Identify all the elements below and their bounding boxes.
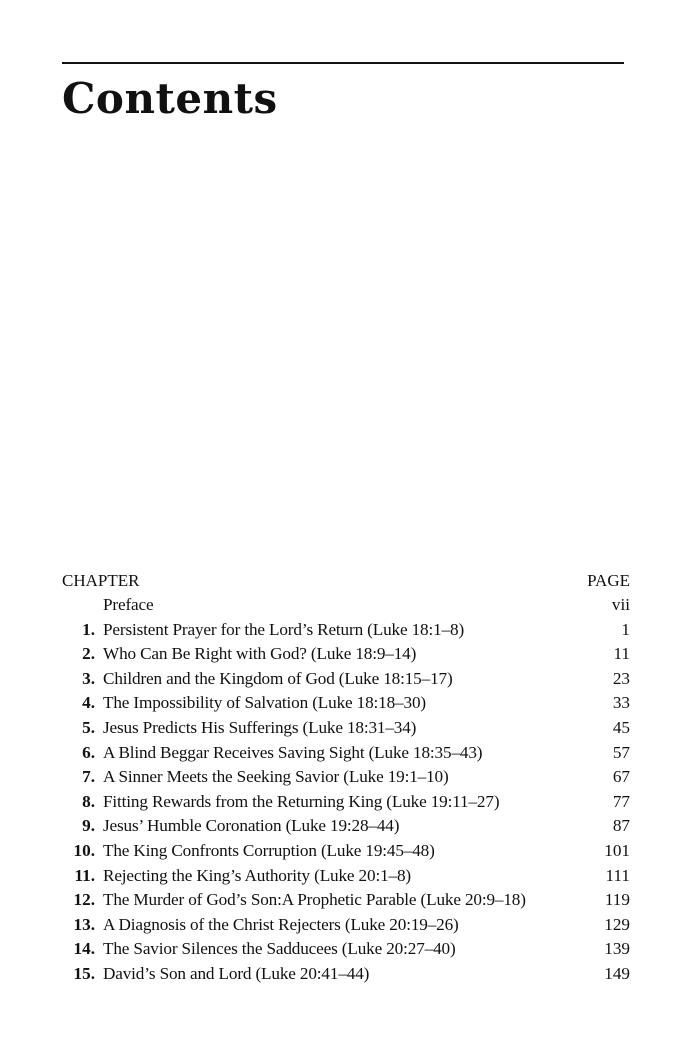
chapter-title: Preface xyxy=(103,595,154,614)
page-number: 45 xyxy=(612,717,630,737)
toc-entry xyxy=(62,814,630,839)
chapter-number: 11. xyxy=(74,865,95,885)
page-number: 77 xyxy=(612,791,630,811)
chapter-title: Persistent Prayer for the Lord’s Return (Luke 18:1–8) xyxy=(103,619,465,639)
chapter-number: 10. xyxy=(73,840,95,860)
chapter-number: 9. xyxy=(82,816,95,836)
chapter-title: David’s Son and Lord (Luke 20:41–44) xyxy=(103,963,370,983)
chapter-number: 4. xyxy=(82,693,95,713)
toc-entry xyxy=(62,765,630,790)
chapter-title: Fitting Rewards from the Returning King (Luke 19:11–27) xyxy=(103,791,500,811)
toc-header xyxy=(62,569,630,593)
chapter-number: 13. xyxy=(73,914,95,934)
chapter-number: 2. xyxy=(82,644,95,664)
page-title: Contents xyxy=(62,74,278,123)
toc-entry xyxy=(62,839,630,864)
toc-entry xyxy=(62,741,630,766)
chapter-title: A Diagnosis of the Christ Rejecters (Luke 20:19–26) xyxy=(103,914,459,934)
chapter-number: 12. xyxy=(73,890,95,910)
page-number: 119 xyxy=(604,890,630,910)
chapter-title: Jesus’ Humble Coronation (Luke 19:28–44) xyxy=(103,816,400,836)
toc-entry xyxy=(62,937,630,962)
chapter-number: 1. xyxy=(82,619,95,639)
page-column-label: PAGE xyxy=(587,571,630,590)
chapter-title: Who Can Be Right with God? (Luke 18:9–14) xyxy=(103,644,417,664)
chapter-title: A Sinner Meets the Seeking Savior (Luke 19:1–10) xyxy=(103,767,449,787)
chapter-number: 3. xyxy=(82,668,95,688)
page-number: 23 xyxy=(612,668,630,688)
chapter-number: 8. xyxy=(82,791,95,811)
toc-entry xyxy=(62,888,630,913)
table-of-contents xyxy=(62,569,630,987)
chapter-title: A Blind Beggar Receives Saving Sight (Luke 18:35–43) xyxy=(103,742,483,762)
page-number: 129 xyxy=(604,914,630,934)
toc-entry xyxy=(62,864,630,889)
page-number: 57 xyxy=(612,742,630,762)
chapter-number: 14. xyxy=(73,939,95,959)
chapter-number xyxy=(62,593,95,618)
chapter-number: 7. xyxy=(82,767,95,787)
chapter-title: The Impossibility of Salvation (Luke 18:18–30) xyxy=(103,693,426,713)
toc-entry xyxy=(62,716,630,741)
toc-entry xyxy=(62,618,630,643)
chapter-title: Jesus Predicts His Sufferings (Luke 18:31–34) xyxy=(103,717,417,737)
page-number: 11 xyxy=(613,644,630,664)
page-number: 1 xyxy=(621,619,630,639)
toc-entry xyxy=(62,913,630,938)
chapter-title: The Murder of God’s Son:A Prophetic Parable (Luke 20:9–18) xyxy=(103,890,526,910)
toc-entry xyxy=(62,667,630,692)
top-rule xyxy=(62,62,624,64)
toc-entry xyxy=(62,790,630,815)
page-number: vii xyxy=(611,595,630,614)
chapter-number: 6. xyxy=(82,742,95,762)
chapter-title: The King Confronts Corruption (Luke 19:45–48) xyxy=(103,840,435,860)
page-number: 67 xyxy=(612,767,630,787)
chapter-column-label: CHAPTER xyxy=(62,571,140,590)
toc-entry xyxy=(62,962,630,987)
page-number: 101 xyxy=(604,840,630,860)
chapter-title: Children and the Kingdom of God (Luke 18:15–17) xyxy=(103,668,453,688)
chapter-number: 5. xyxy=(82,717,95,737)
chapter-number: 15. xyxy=(73,963,95,983)
toc-entry xyxy=(62,593,630,618)
chapter-title: The Savior Silences the Sadducees (Luke 20:27–40) xyxy=(103,939,456,959)
chapter-title: Rejecting the King’s Authority (Luke 20:1–8) xyxy=(103,865,411,885)
page-number: 139 xyxy=(604,939,630,959)
toc-entries xyxy=(62,593,630,987)
page-number: 149 xyxy=(604,963,630,983)
page-number: 111 xyxy=(605,865,630,885)
page-number: 33 xyxy=(612,693,630,713)
toc-entry xyxy=(62,642,630,667)
page-number: 87 xyxy=(612,816,630,836)
toc-entry xyxy=(62,691,630,716)
